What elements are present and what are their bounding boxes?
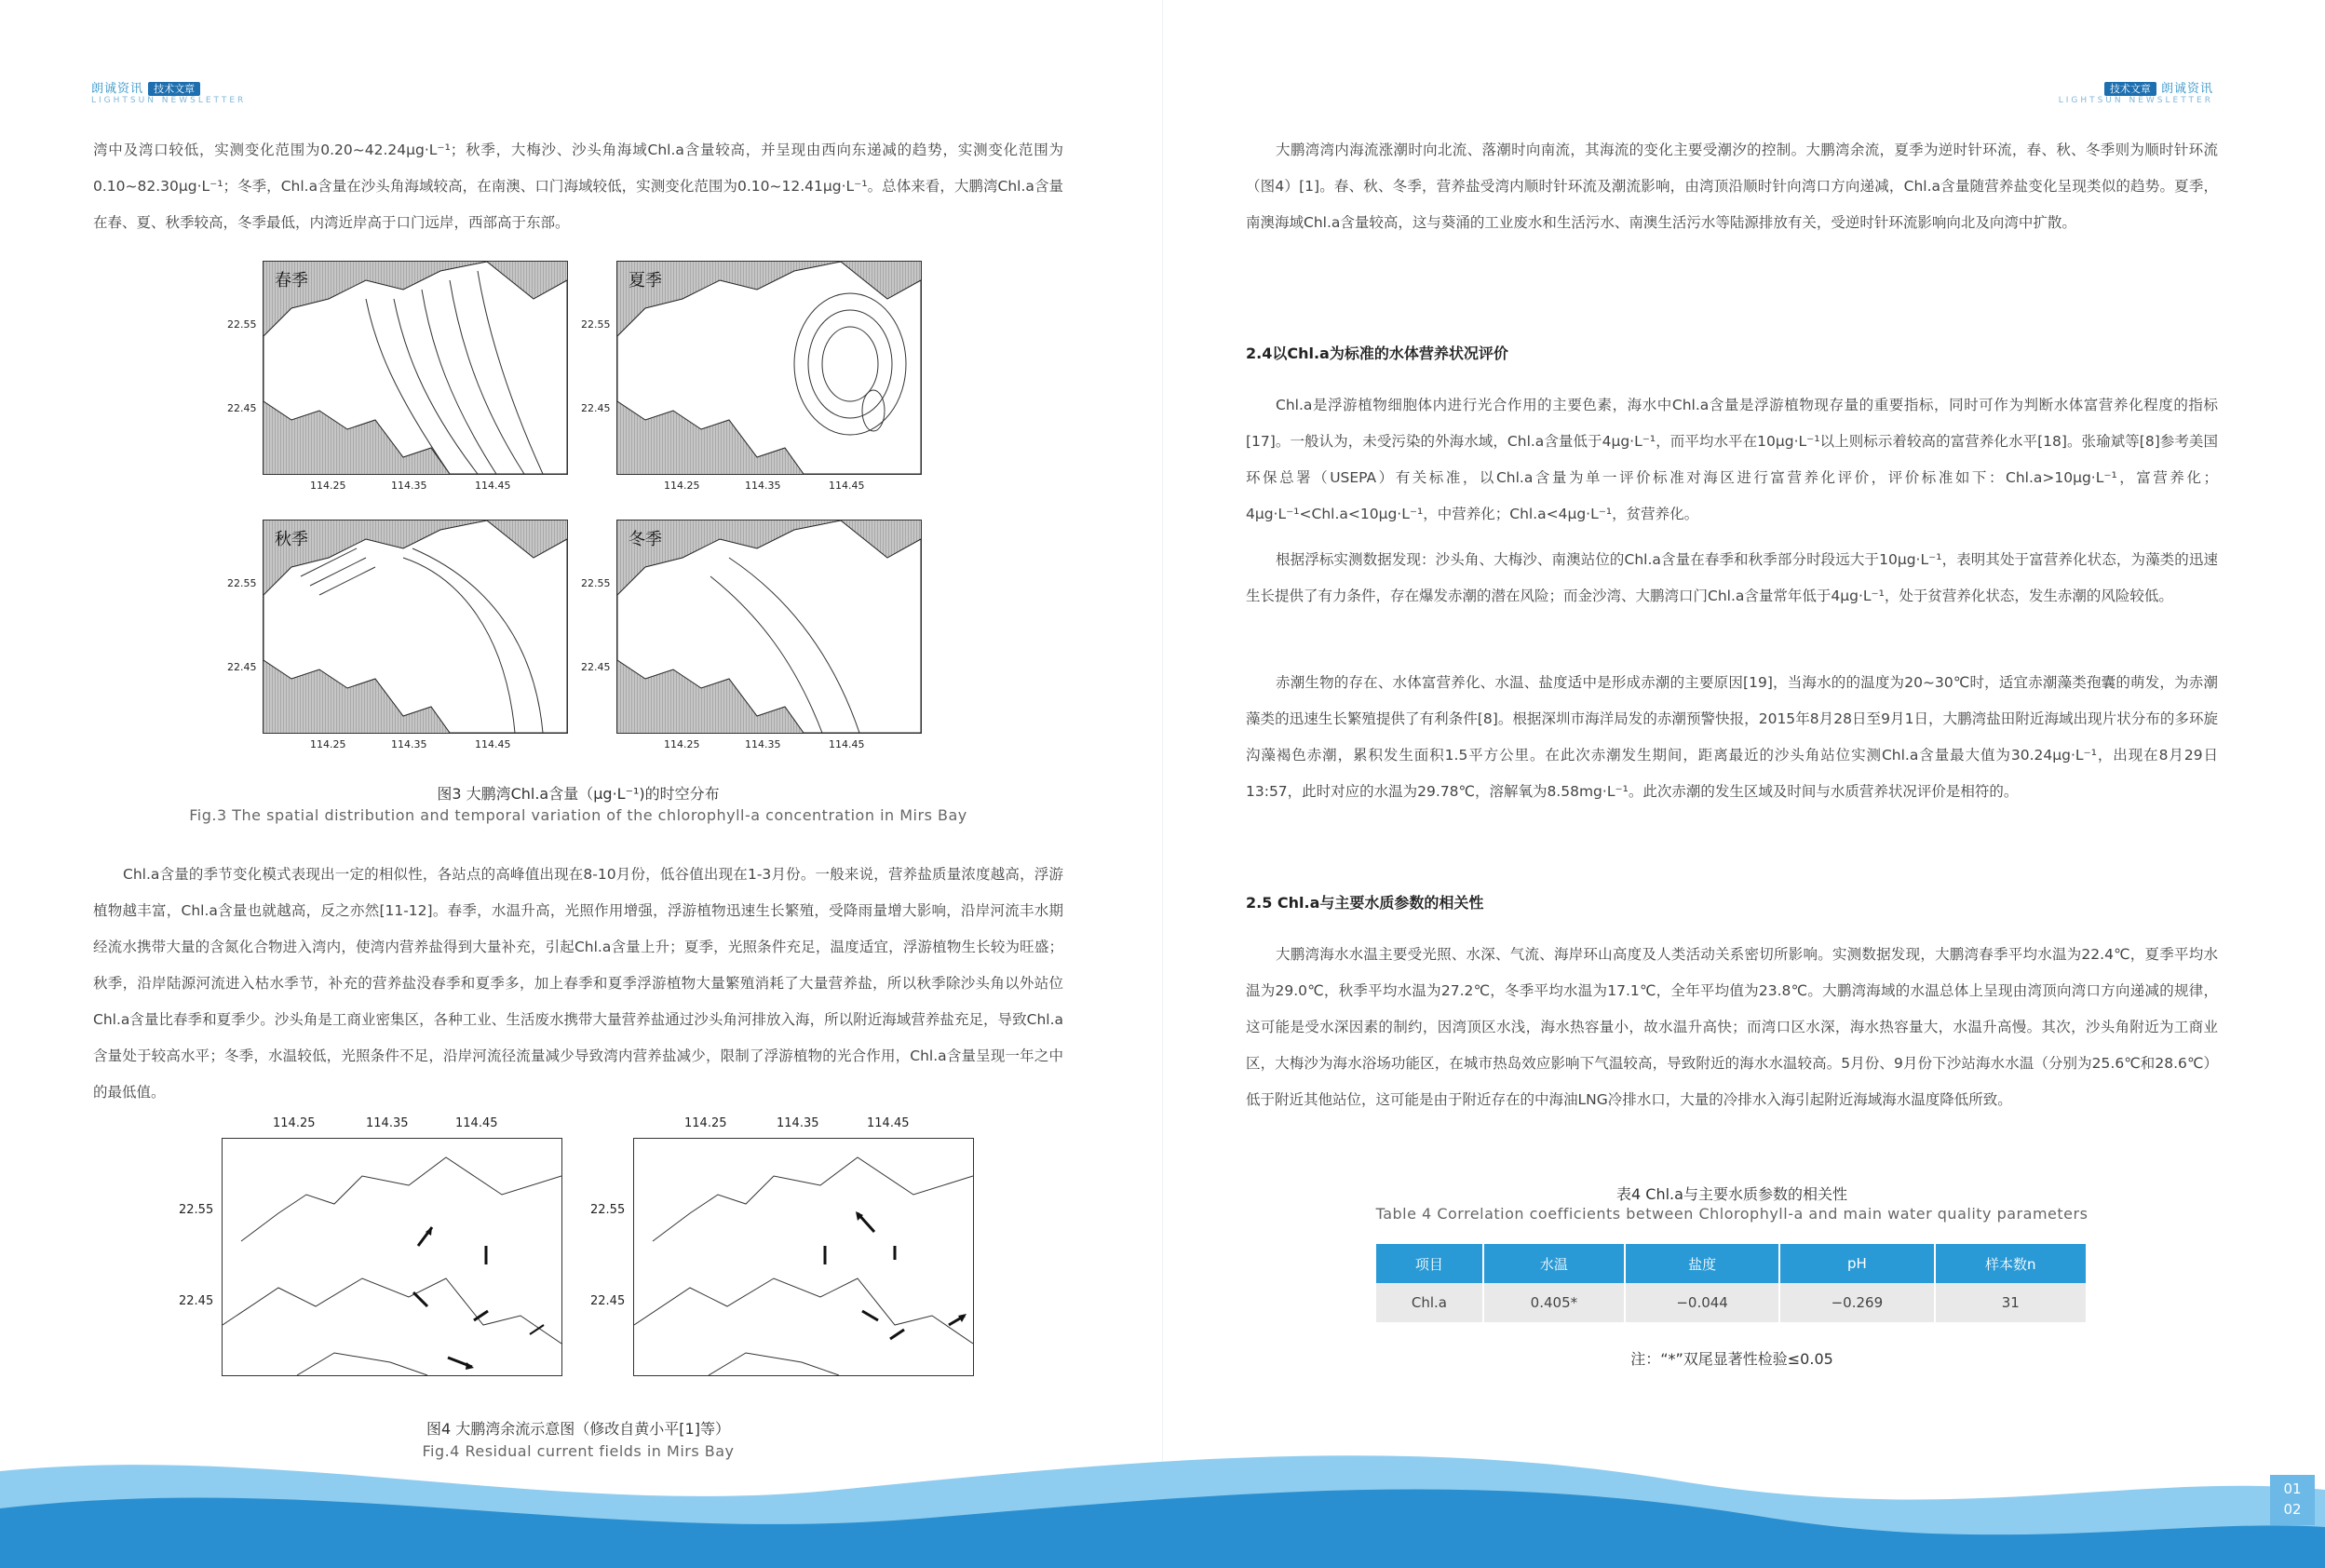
- fig3-xtick: 114.25: [664, 480, 700, 492]
- table-row: [1376, 1283, 2087, 1322]
- fig3-xtick: 114.25: [664, 738, 700, 750]
- page-number-left: 01: [2283, 1480, 2302, 1497]
- fig3-ytick: 22.45: [581, 402, 611, 414]
- correlation-table: [1376, 1244, 2088, 1322]
- right-paragraph-1: 大鹏湾湾内海流涨潮时向北流、落潮时向南流，其海流的变化主要受潮汐的控制。大鹏湾余流，夏季为逆时针环流，春、秋、冬季则为顺时针环流（图4）[1]。春、秋、冬季，营养盐受湾内顺时针环流及潮流影响，由湾顶沿顺时针向湾口方向递减，Chl.a含量随营养盐变化呈现类似的趋势。夏季，南澳海域Chl.a含量较高，这与葵涌的工业废水和生活污水、南澳生活污水等陆源排放有关，受逆时针环流影响向北及向湾中扩散。: [1246, 142, 2218, 231]
- table-cell: Chl.a: [1376, 1283, 1483, 1322]
- fig3-caption-cn: 图3 大鹏湾Chl.a含量（μg·L⁻¹)的时空分布: [437, 785, 720, 803]
- fig3-xtick: 114.35: [391, 480, 427, 492]
- section-2-5-title: 2.5 Chl.a与主要水质参数的相关性: [1246, 894, 1484, 912]
- panel-label-spring: 春季: [275, 271, 308, 291]
- right-paragraph-3: 根据浮标实测数据发现：沙头角、大梅沙、南澳站位的Chl.a含量在春季和秋季部分时段远大于10μg·L⁻¹，表明其处于富营养化状态，为藻类的迅速生长提供了有力条件，存在爆发赤潮的潜在风险；而金沙湾、大鹏湾口门Chl.a含量常年低于4μg·L⁻¹，处于贫营养化状态，发生赤潮的风险较低。: [1246, 551, 2218, 604]
- table-cell: 31: [1935, 1283, 2088, 1322]
- article-tag: 技术文章: [2104, 82, 2156, 96]
- section-2-4-title: 2.4以Chl.a为标准的水体营养状况评价: [1246, 345, 1508, 362]
- residual-current-map-right: [633, 1138, 974, 1376]
- fig3-xtick: 114.45: [475, 480, 511, 492]
- fig4-caption-cn: 图4 大鹏湾余流示意图（修改自黄小平[1]等）: [426, 1420, 730, 1438]
- table-header-cell: 盐度: [1625, 1244, 1779, 1283]
- page-number: [2270, 1475, 2315, 1525]
- brand-english: LIGHTSUN NEWSLETTER: [91, 96, 247, 105]
- table-header-row: [1376, 1244, 2087, 1283]
- fig4-ytick: 22.45: [590, 1294, 626, 1308]
- fig4-ytick: 22.55: [179, 1203, 214, 1217]
- fig3-ytick: 22.45: [227, 661, 257, 673]
- fig3-xtick: 114.35: [745, 480, 781, 492]
- map-spring-drawing: [264, 262, 567, 474]
- table-cell: 0.405*: [1483, 1283, 1625, 1322]
- footer-wave: [0, 1434, 2325, 1568]
- table-header-cell: 样本数n: [1935, 1244, 2088, 1283]
- fig3-xtick: 114.45: [475, 738, 511, 750]
- fig3-xtick: 114.45: [829, 738, 865, 750]
- fig3-xtick: 114.25: [310, 738, 346, 750]
- map-autumn: [263, 520, 568, 734]
- table4-caption-cn: 表4 Chl.a与主要水质参数的相关性: [1616, 1185, 1847, 1203]
- map-summer-drawing: [617, 262, 921, 474]
- table-cell: −0.044: [1625, 1283, 1779, 1322]
- table4-caption-en: Table 4 Correlation coefficients between Chlorophyll-a and main water quality parameters: [1375, 1205, 2088, 1223]
- header-right: [2059, 78, 2213, 105]
- fig3-ytick: 22.55: [227, 318, 257, 331]
- fig4-xtick: 114.25: [273, 1116, 316, 1130]
- fig3-ytick: 22.55: [581, 577, 611, 589]
- brand-name: 朗诚资讯: [91, 82, 144, 96]
- fig3-ytick: 22.55: [581, 318, 611, 331]
- left-paragraph-2: Chl.a含量的季节变化模式表现出一定的相似性，各站点的高峰值出现在8-10月份，低谷值出现在1-3月份。一般来说，营养盐质量浓度越高，浮游植物越丰富，Chl.a含量也就越高，反之亦然[11-12]。春季，水温升高，光照作用增强，浮游植物迅速生长繁殖，受降雨量增大影响，沿岸河流丰水期经流水携带大量的含氮化合物进入湾内，使湾内营养盐得到大量补充，引起Chl.a含量上升；夏季，光照条件充足，温度适宜，浮游植物生长较为旺盛；秋季，沿岸陆源河流进入枯水季节，补充的营养盐没春季和夏季多，加上春季和夏季浮游植物大量繁殖消耗了大量营养盐，所以秋季除沙头角以外站位Chl.a含量比春季和夏季少。沙头角是工商业密集区，各种工业、生活废水携带大量营养盐通过沙头角河排放入海，所以附近海域营养盐充足，导致Chl.a含量处于较高水平；冬季，水温较低，光照条件不足，沿岸河流径流量减少导致湾内营养盐减少，限制了浮游植物的光合作用，Chl.a含量呈现一年之中的最低值。: [93, 866, 1063, 1101]
- fig4-ytick: 22.55: [590, 1203, 626, 1217]
- fig3-ytick: 22.45: [227, 402, 257, 414]
- fig3-xtick: 114.35: [745, 738, 781, 750]
- article-tag: 技术文章: [148, 82, 200, 96]
- table-header-cell: 项目: [1376, 1244, 1483, 1283]
- fig4-ytick: 22.45: [179, 1294, 214, 1308]
- panel-label-winter: 冬季: [629, 530, 662, 549]
- panel-label-summer: 夏季: [629, 271, 662, 291]
- residual-map-left-drawing: [223, 1139, 561, 1375]
- fig4-caption-en: Fig.4 Residual current fields in Mirs Bay: [422, 1442, 735, 1460]
- fig4-xtick: 114.45: [455, 1116, 498, 1130]
- fig3-ytick: 22.45: [581, 661, 611, 673]
- table-header-cell: 水温: [1483, 1244, 1625, 1283]
- map-spring: [263, 261, 568, 475]
- right-paragraph-4: 赤潮生物的存在、水体富营养化、水温、盐度适中是形成赤潮的主要原因[19]，当海水的的温度为20~30℃时，适宜赤潮藻类孢囊的萌发，为赤潮藻类的迅速生长繁殖提供了有利条件[8]。根据深圳市海洋局发的赤潮预警快报，2015年8月28日至9月1日，大鹏湾盐田附近海域出现片状分布的多环旋沟藻褐色赤潮，累积发生面积1.5平方公里。在此次赤潮发生期间，距离最近的沙头角站位实测Chl.a含量最大值为30.24μg·L⁻¹，出现在8月29日13:57，此时对应的水温为29.78℃，溶解氧为8.58mg·L⁻¹。此次赤潮的发生区域及时间与水质营养状况评价是相符的。: [1246, 674, 2218, 800]
- fig4-xtick: 114.25: [684, 1116, 727, 1130]
- right-paragraph-2: Chl.a是浮游植物细胞体内进行光合作用的主要色素，海水中Chl.a含量是浮游植物现存量的重要指标，同时可作为判断水体富营养化程度的指标[17]。一般认为，未受污染的外海水域，Chl.a含量低于4μg·L⁻¹，而平均水平在10μg·L⁻¹以上则标示着较高的富营养化水平[18]。张瑜斌等[8]参考美国环保总署（USEPA）有关标准，以Chl.a含量为单一评价标准对海区进行富营养化评价，评价标准如下：Chl.a>10μg·L⁻¹，富营养化；4μg·L⁻¹<Chl.a<10μg·L⁻¹，中营养化；Chl.a<4μg·L⁻¹，贫营养化。: [1246, 397, 2218, 522]
- fig4-xtick: 114.35: [777, 1116, 819, 1130]
- fig3-xtick: 114.35: [391, 738, 427, 750]
- header-left: [91, 78, 246, 105]
- map-winter: [616, 520, 922, 734]
- map-winter-drawing: [617, 520, 921, 733]
- table-cell: −0.269: [1779, 1283, 1934, 1322]
- residual-current-map-left: [222, 1138, 562, 1376]
- map-autumn-drawing: [264, 520, 567, 733]
- right-paragraph-5: 大鹏湾海水水温主要受光照、水深、气流、海岸环山高度及人类活动关系密切所影响。实测数据发现，大鹏湾春季平均水温为22.4℃，夏季平均水温为29.0℃，秋季平均水温为27.2℃，冬季平均水温为17.1℃，全年平均值为23.8℃。大鹏湾海域的水温总体上呈现由湾顶向湾口方向递减的规律，这可能是受水深因素的制约，因湾顶区水浅，海水热容量小，故水温升高快；而湾口区水深，海水热容量大，水温升高慢。其次，沙头角附近为工商业区，大梅沙为海水浴场功能区，在城市热岛效应影响下气温较高，导致附近的海水水温较高。5月份、9月份下沙站海水水温（分别为25.6℃和28.6℃）低于附近其他站位，这可能是由于附近存在的中海油LNG冷排水口，大量的冷排水入海引起附近海域海水温度降低所致。: [1246, 946, 2218, 1108]
- left-paragraph-1: 湾中及湾口较低，实测变化范围为0.20~42.24μg·L⁻¹；秋季，大梅沙、沙头角海域Chl.a含量较高，并呈现由西向东递减的趋势，实测变化范围为0.10~82.30μg·L⁻¹；冬季，Chl.a含量在沙头角海域较高，在南澳、口门海域较低，实测变化范围为0.10~12.41μg·L⁻¹。总体来看，大鹏湾Chl.a含量在春、夏、秋季较高，冬季最低，内湾近岸高于口门远岸，西部高于东部。: [93, 142, 1063, 231]
- table-header-cell: pH: [1779, 1244, 1934, 1283]
- fig3-caption-en: Fig.3 The spatial distribution and temporal variation of the chlorophyll-a concentration in Mirs Bay: [189, 806, 967, 824]
- page-gutter: [1162, 0, 1163, 1568]
- brand-english: LIGHTSUN NEWSLETTER: [2058, 96, 2213, 105]
- brand-name: 朗诚资讯: [2160, 82, 2213, 96]
- table-note: 注：“*”双尾显著性检验≤0.05: [1630, 1350, 1833, 1368]
- fig3-ytick: 22.55: [227, 577, 257, 589]
- fig3-xtick: 114.45: [829, 480, 865, 492]
- fig4-xtick: 114.45: [867, 1116, 910, 1130]
- map-summer: [616, 261, 922, 475]
- page-number-right: 02: [2283, 1501, 2302, 1518]
- fig4-xtick: 114.35: [366, 1116, 409, 1130]
- fig3-xtick: 114.25: [310, 480, 346, 492]
- panel-label-autumn: 秋季: [275, 530, 308, 549]
- residual-map-right-drawing: [634, 1139, 973, 1375]
